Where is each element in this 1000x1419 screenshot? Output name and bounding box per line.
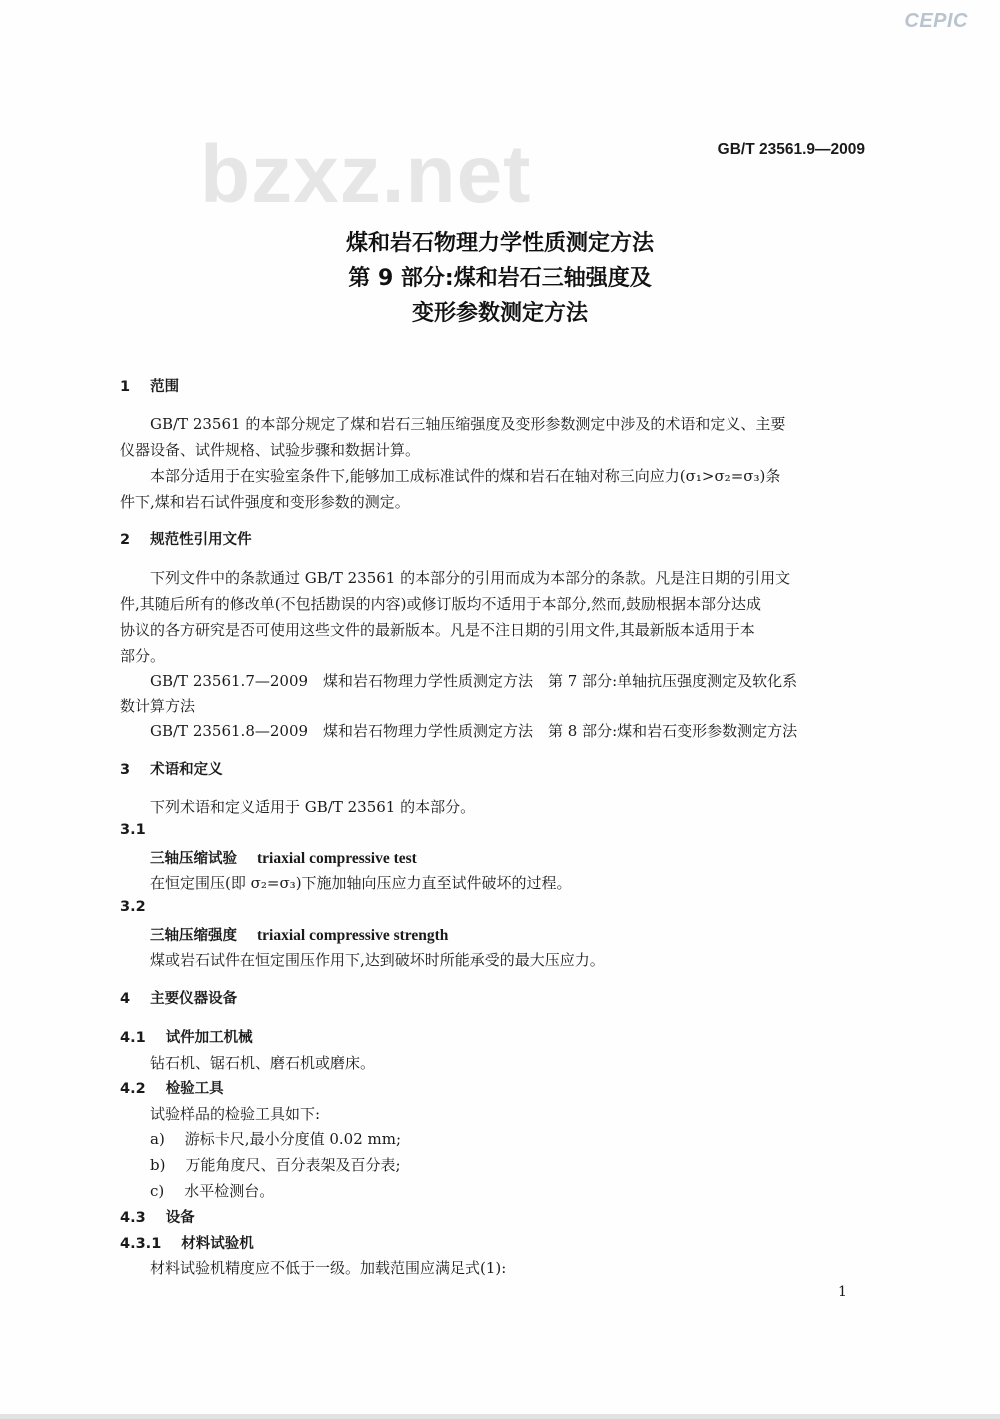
paragraph: 本部分适用于在实验室条件下,能够加工成标准试件的煤和岩石在轴对称三向应力(σ₁>σ₂=σ₃)条 <box>150 467 781 485</box>
paragraph: GB/T 23561 的本部分规定了煤和岩石三轴压缩强度及变形参数测定中涉及的术语和定义、主要 <box>150 415 786 433</box>
section-3-heading <box>120 758 223 779</box>
list-item <box>150 1128 401 1149</box>
section-number: 3 <box>120 762 131 778</box>
subsection-number: 4.1 <box>120 1030 146 1046</box>
standard-number: GB/T 23561.9—2009 <box>717 141 865 158</box>
term-english: triaxial compressive test <box>257 850 417 867</box>
subsection-4-2-heading <box>120 1077 224 1098</box>
term-entry <box>150 847 417 868</box>
page-bottom-edge <box>0 1414 1000 1419</box>
term-chinese: 三轴压缩强度 <box>150 928 237 944</box>
page-number: 1 <box>838 1284 847 1300</box>
normative-reference: GB/T 23561.8—2009 煤和岩石物理力学性质测定方法 第 8 部分:煤和岩石变形参数测定方法 <box>150 722 798 740</box>
document-title-line-2: 第 9 部分:煤和岩石三轴强度及 <box>348 266 652 291</box>
subsection-4-1-heading <box>120 1026 253 1047</box>
list-label: a) <box>150 1130 165 1148</box>
term-entry <box>150 924 448 945</box>
paragraph: 材料试验机精度应不低于一级。加载范围应满足式(1): <box>150 1259 507 1277</box>
section-1-heading <box>120 375 179 396</box>
paragraph: 试验样品的检验工具如下: <box>150 1105 321 1123</box>
list-text: 水平检测台。 <box>184 1182 275 1200</box>
list-text: 游标卡尺,最小分度值 0.02 mm; <box>184 1130 402 1148</box>
paragraph: 件,其随后所有的修改单(不包括勘误的内容)或修订版均不适用于本部分,然而,鼓励根据本部分达成 <box>120 595 762 613</box>
paragraph: 下列文件中的条款通过 GB/T 23561 的本部分的引用而成为本部分的条款。凡是注日期的引用文 <box>150 569 791 587</box>
document-title-line-3: 变形参数测定方法 <box>411 301 588 326</box>
document-title-line-1: 煤和岩石物理力学性质测定方法 <box>345 231 654 256</box>
subsection-title: 材料试验机 <box>181 1236 254 1252</box>
section-title: 术语和定义 <box>150 762 223 778</box>
paragraph: 部分。 <box>120 647 166 665</box>
section-number: 2 <box>120 532 131 548</box>
subsection-4-3-1-heading <box>120 1232 254 1253</box>
subsection-title: 试件加工机械 <box>165 1030 253 1046</box>
subsection-title: 设备 <box>165 1210 195 1226</box>
cepic-logo: CEPIC <box>904 10 968 32</box>
list-text: 万能角度尺、百分表架及百分表; <box>185 1156 401 1174</box>
term-definition: 煤或岩石试件在恒定围压作用下,达到破坏时所能承受的最大压应力。 <box>150 951 605 969</box>
term-number: 3.2 <box>120 899 146 915</box>
section-2-heading <box>120 528 252 549</box>
paragraph: 下列术语和定义适用于 GB/T 23561 的本部分。 <box>150 798 476 816</box>
section-title: 主要仪器设备 <box>150 991 238 1007</box>
subsection-4-3-heading <box>120 1206 195 1227</box>
section-4-heading <box>120 987 237 1008</box>
subsection-number: 4.3.1 <box>120 1236 162 1252</box>
normative-reference: GB/T 23561.7—2009 煤和岩石物理力学性质测定方法 第 7 部分:单轴抗压强度测定及软化系 <box>150 672 798 690</box>
section-title: 规范性引用文件 <box>150 532 252 548</box>
paragraph: 件下,煤和岩石试件强度和变形参数的测定。 <box>120 493 410 511</box>
list-item <box>150 1180 274 1201</box>
list-label: b) <box>150 1156 166 1174</box>
paragraph: 钻石机、锯石机、磨石机或磨床。 <box>150 1054 376 1072</box>
subsection-number: 4.2 <box>120 1081 146 1097</box>
term-definition: 在恒定围压(即 σ₂=σ₃)下施加轴向压应力直至试件破坏的过程。 <box>150 874 572 892</box>
watermark: bzxz.net <box>200 129 532 220</box>
term-english: triaxial compressive strength <box>257 927 449 944</box>
section-number: 4 <box>120 991 131 1007</box>
term-number: 3.1 <box>120 822 146 838</box>
list-label: c) <box>150 1182 165 1200</box>
term-chinese: 三轴压缩试验 <box>150 851 237 867</box>
paragraph: 协议的各方研究是否可使用这些文件的最新版本。凡是不注日期的引用文件,其最新版本适用于本 <box>120 621 755 639</box>
list-item <box>150 1154 401 1175</box>
normative-reference: 数计算方法 <box>120 697 196 715</box>
paragraph: 仪器设备、试件规格、试验步骤和数据计算。 <box>120 441 421 459</box>
section-title: 范围 <box>150 379 180 395</box>
subsection-number: 4.3 <box>120 1210 146 1226</box>
subsection-title: 检验工具 <box>165 1081 224 1097</box>
section-number: 1 <box>120 379 131 395</box>
